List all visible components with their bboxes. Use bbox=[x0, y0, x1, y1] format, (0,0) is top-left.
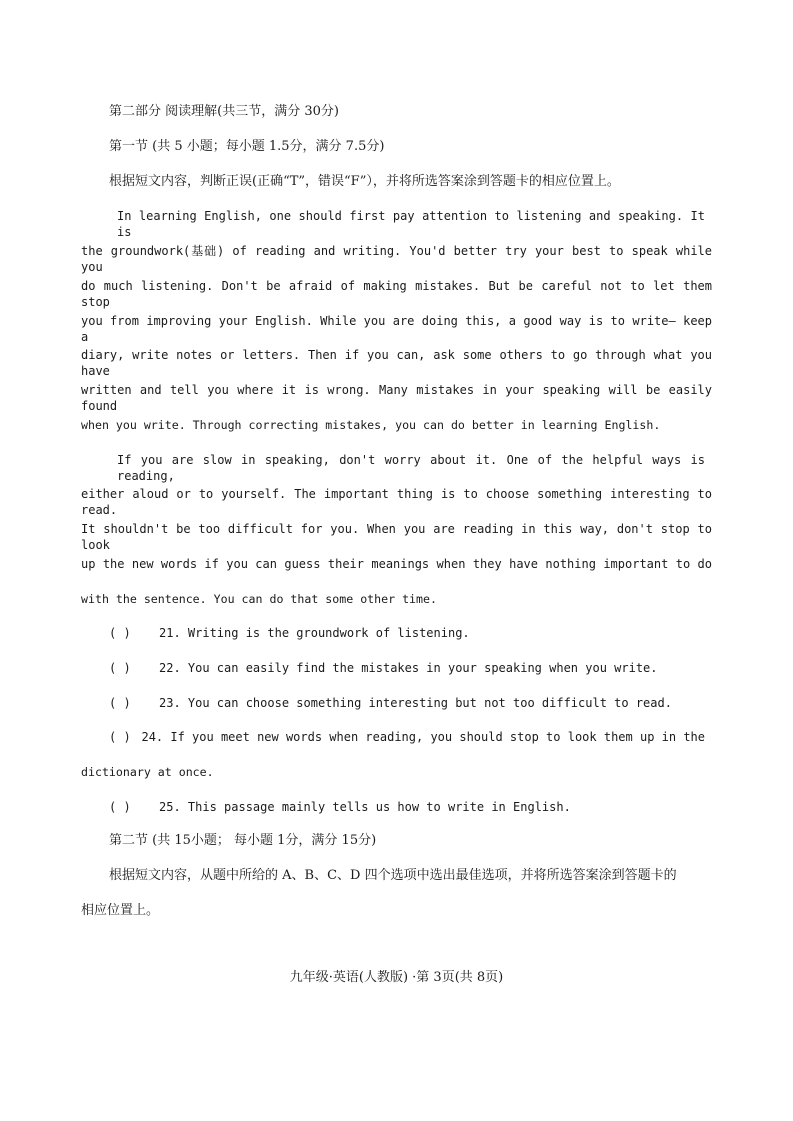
question-text: 21. Writing is the groundwork of listening. bbox=[159, 626, 470, 640]
question-21 bbox=[109, 625, 470, 641]
page-footer: 九年级·英语(人教版) ·第 3页(共 8页) bbox=[289, 970, 504, 985]
question-24-continued: dictionary at once. bbox=[81, 765, 214, 779]
section-2-instruction: 根据短文内容，从题中所给的 A、B、C、D 四个选项中选出最佳选项，并将所选答案涂到答题卡的 bbox=[109, 868, 677, 883]
passage-line: In learning English, one should first pay attention to listening and speaking. It is bbox=[117, 209, 705, 239]
passage-line: when you write. Through correcting mistakes, you can do better in learning English. bbox=[81, 418, 661, 432]
passage-line: either aloud or to yourself. The important thing is to choose something interesting to read. bbox=[81, 487, 712, 517]
section-1-instruction: 根据短文内容，判断正误(正确“T”，错误“F”），并将所选答案涂到答题卡的相应位置上。 bbox=[109, 174, 620, 189]
passage-line: you from improving your English. While you are doing this, a good way is to write— keep a bbox=[81, 314, 712, 344]
passage-line: It shouldn't be too difficult for you. When you are reading in this way, don't stop to look bbox=[81, 522, 712, 552]
question-23 bbox=[109, 695, 672, 711]
passage-line: If you are slow in speaking, don't worry about it. One of the helpful ways is reading, bbox=[117, 453, 705, 483]
answer-blank[interactable]: ( ) bbox=[109, 730, 131, 744]
section-1-heading: 第一节 (共 5 小题；每小题 1.5分，满分 7.5分) bbox=[109, 139, 385, 154]
question-22 bbox=[109, 660, 658, 676]
passage-line: up the new words if you can guess their meanings when they have nothing important to do bbox=[81, 557, 712, 571]
question-24 bbox=[109, 729, 705, 745]
question-25 bbox=[109, 799, 571, 815]
answer-blank[interactable]: ( ) bbox=[109, 800, 131, 814]
passage-line: with the sentence. You can do that some other time. bbox=[81, 592, 437, 606]
question-text: 23. You can choose something interesting but not too difficult to read. bbox=[159, 696, 672, 710]
passage-line: the groundwork(基础) of reading and writing. You'd better try your best to speak while you bbox=[81, 244, 712, 274]
question-text: 25. This passage mainly tells us how to write in English. bbox=[159, 800, 571, 814]
passage-line: written and tell you where it is wrong. Many mistakes in your speaking will be easily found bbox=[81, 383, 712, 413]
question-text: 24. If you meet new words when reading, you should stop to look them up in the bbox=[141, 730, 705, 744]
answer-blank[interactable]: ( ) bbox=[109, 626, 131, 640]
section-2-instruction-continued: 相应位置上。 bbox=[81, 903, 160, 918]
section-2-heading: 第二节 (共 15小题； 每小题 1分，满分 15分) bbox=[109, 833, 377, 848]
passage-line: diary, write notes or letters. Then if you can, ask some others to go through what you have bbox=[81, 348, 712, 378]
question-text: 22. You can easily find the mistakes in your speaking when you write. bbox=[159, 661, 658, 675]
part-title: 第二部分 阅读理解(共三节，满分 30分) bbox=[109, 104, 339, 119]
answer-blank[interactable]: ( ) bbox=[109, 696, 131, 710]
passage-line: do much listening. Don't be afraid of making mistakes. But be careful not to let them stop bbox=[81, 279, 712, 309]
answer-blank[interactable]: ( ) bbox=[109, 661, 131, 675]
